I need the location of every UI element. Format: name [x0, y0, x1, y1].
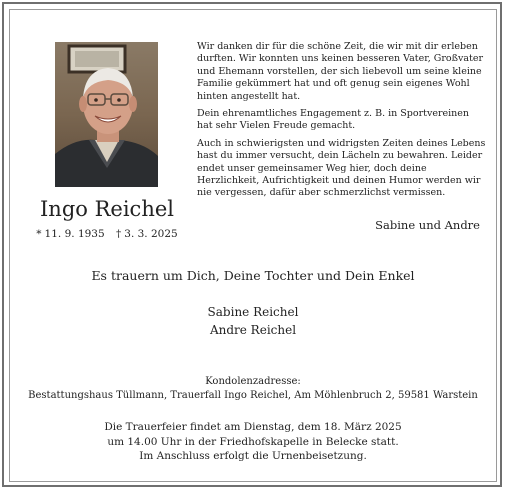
- memorial-paragraph: Wir danken dir für die schöne Zeit, die wir mit dir erleben durften. Wir konnten uns keinen besseren Vater, Großvater und Ehemann vorstellen, der sich liebevoll um seine kleine Familie gekümmert hat und oft genug sein eigenes Wohl hinten angestellt hat.: [197, 41, 483, 102]
- birth-date-group: [36, 228, 104, 240]
- condolence-label: Kondolenzadresse:: [205, 376, 301, 387]
- memorial-signers: Sabine und Andre: [375, 218, 480, 232]
- funeral-info: [20, 420, 486, 464]
- funeral-line: Die Trauerfeier findet am Dienstag, dem 18. März 2025: [104, 421, 402, 433]
- life-dates: [24, 228, 190, 240]
- funeral-line: Im Anschluss erfolgt die Urnenbeisetzung.: [139, 450, 367, 462]
- portrait-photo: [55, 42, 158, 187]
- mourners-list: [20, 303, 486, 339]
- birth-symbol: *: [36, 228, 42, 240]
- death-symbol: †: [116, 228, 122, 240]
- mourning-line: Es trauern um Dich, Deine Tochter und Dein Enkel: [91, 268, 415, 283]
- funeral-line: um 14.00 Uhr in der Friedhofskapelle in Belecke statt.: [107, 435, 399, 448]
- birth-date: 11. 9. 1935: [44, 228, 105, 240]
- condolence-address: Bestattungshaus Tüllmann, Trauerfall Ingo Reichel, Am Möhlenbruch 2, 59581 Warstein: [28, 389, 478, 401]
- mourner-name: Sabine Reichel: [207, 305, 299, 319]
- memorial-paragraph: Auch in schwierigsten und widrigsten Zeiten deines Lebens hast du immer versucht, dein Lächeln zu bewahren. Leider endet unser gemeinsamer Weg hier, doch deine Herzlichkeit, Aufrichtigkeit und deinen Humor werden wir nie vergessen, dafür aber schmerzlichst vermissen.: [197, 137, 486, 199]
- memorial-paragraph: Dein ehrenamtliches Engagement z. B. in Sportvereinen hat sehr Vielen Freude gemacht.: [197, 108, 470, 132]
- deceased-name: Ingo Reichel: [40, 197, 174, 221]
- mourner-name: Andre Reichel: [209, 323, 297, 337]
- condolence-block: [20, 375, 486, 402]
- death-date: 3. 3. 2025: [124, 228, 178, 240]
- memorial-text: [197, 41, 487, 205]
- death-date-group: [116, 228, 178, 240]
